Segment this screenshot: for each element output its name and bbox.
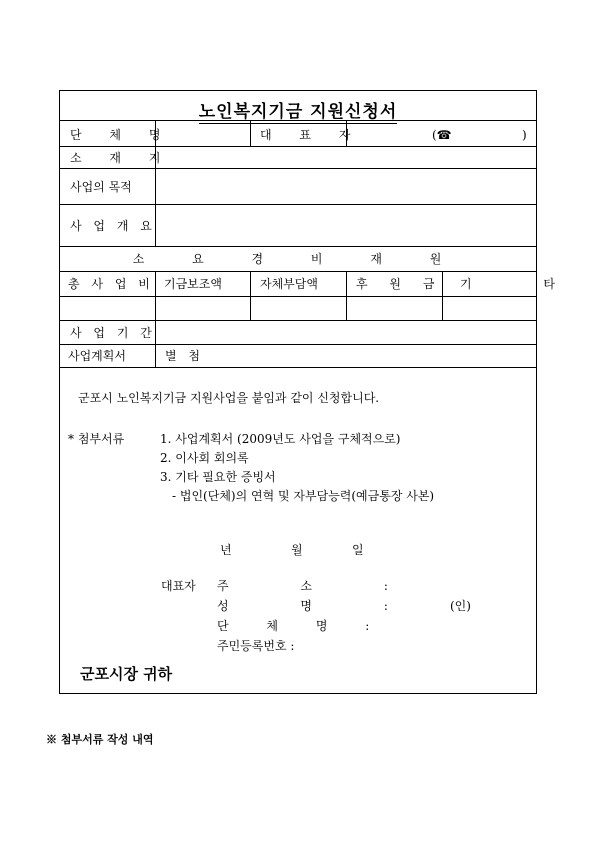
representative-label: 대 표 자: [260, 128, 363, 142]
application-form: [59, 90, 589, 694]
row-divider: [60, 146, 536, 147]
other-label: 기 타: [460, 277, 589, 291]
footer-note: ※ 첨부서류 작성 내역: [46, 733, 154, 746]
attachment-item: 2. 이사회 회의록: [160, 451, 249, 465]
summary-label: 사 업 개 요: [70, 219, 156, 233]
total-cost-label: 총 사 업 비: [68, 277, 154, 291]
row-divider: [60, 344, 536, 345]
statement: 군포시 노인복지기금 지원사업을 붙임과 같이 신청합니다.: [78, 391, 380, 405]
applicant-id-label: 주민등록번호 :: [217, 639, 295, 653]
seal-mark: (인): [450, 599, 471, 613]
column-divider: [250, 271, 251, 320]
plan-label: 사업계획서: [68, 349, 126, 363]
attachments-label: * 첨부서류: [68, 432, 125, 446]
attachment-item: 1. 사업계획서 (2009년도 사업을 구체적으로): [160, 432, 401, 446]
sponsorship-label: 후 원 금: [356, 277, 444, 291]
date-month: 월: [291, 543, 303, 557]
plan-value: 별 첨: [165, 349, 204, 363]
phone-close: ): [522, 128, 527, 142]
row-divider: [60, 246, 536, 247]
row-divider: [60, 367, 536, 368]
row-divider: [60, 320, 536, 321]
date-year: 년: [220, 543, 232, 557]
attachment-item: 3. 기타 필요한 증빙서: [160, 470, 276, 484]
funding-header: 소 요 경 비 재 원: [132, 252, 464, 266]
date-day: 일: [352, 543, 364, 557]
period-label: 사 업 기 간: [70, 326, 156, 340]
address-label: 소 재 지: [70, 151, 173, 165]
purpose-label: 사업의 목적: [70, 180, 132, 194]
addressee: 군포시장 귀하: [80, 665, 173, 683]
applicant-name-label: 성 명 :: [217, 599, 422, 613]
column-divider: [346, 271, 347, 320]
applicant-label: 대표자: [161, 579, 196, 593]
phone-open: (☎: [432, 128, 452, 142]
row-divider: [60, 204, 536, 205]
applicant-address-label: 주 소 :: [217, 579, 422, 593]
row-divider: [60, 296, 536, 297]
self-funding-label: 자체부담액: [260, 277, 318, 291]
org-name-label: 단 체 명: [70, 128, 173, 142]
applicant-org-label: 단 체 명 :: [217, 619, 387, 633]
row-divider: [60, 271, 536, 272]
fund-support-label: 기금보조액: [164, 277, 222, 291]
attachment-item: - 법인(단체)의 연혁 및 자부담능력(예금통장 사본): [172, 489, 435, 503]
form-title: 노인복지기금 지원신청서: [198, 102, 398, 122]
column-divider: [155, 271, 156, 367]
row-divider: [60, 168, 536, 169]
